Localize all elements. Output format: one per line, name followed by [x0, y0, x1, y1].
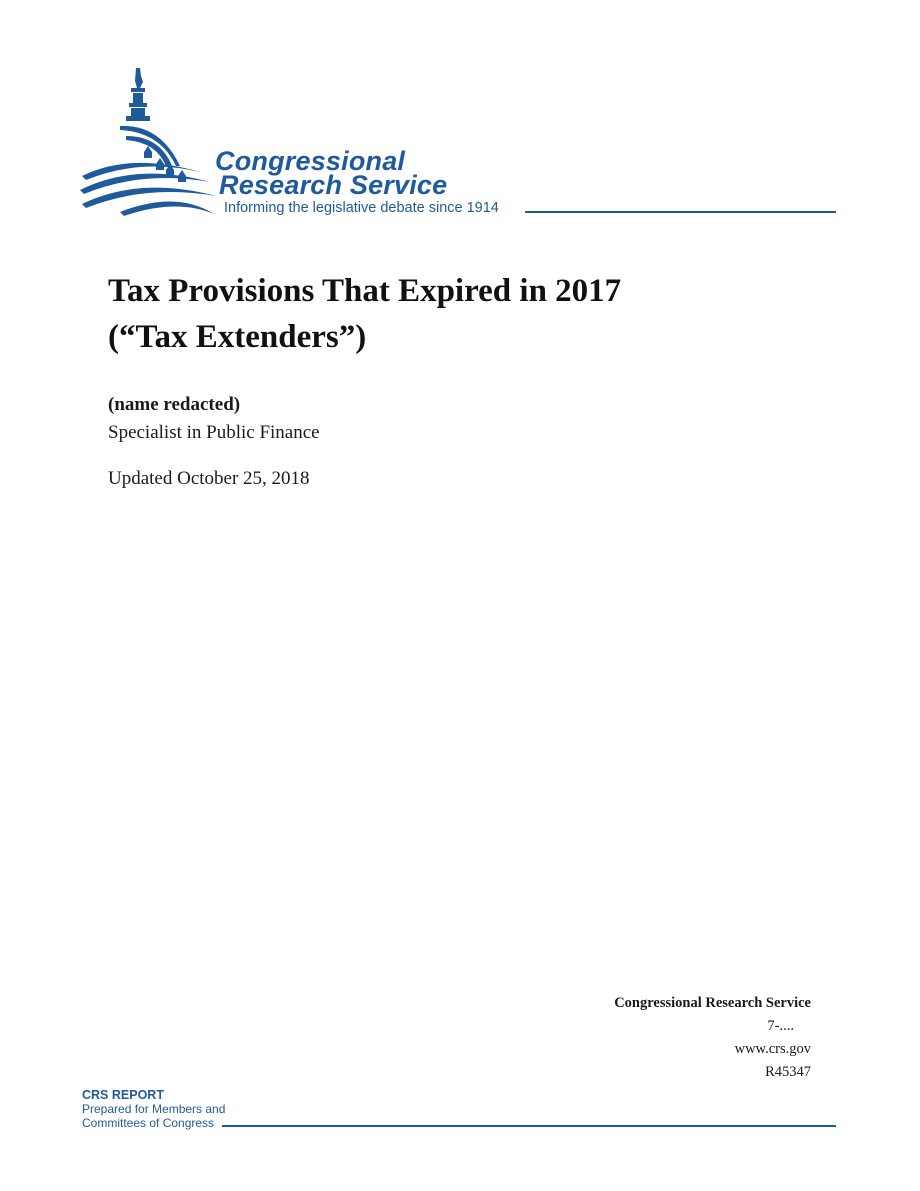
report-title-line1: Tax Provisions That Expired in 2017: [108, 273, 622, 309]
footer-line2: Committees of Congress: [82, 1116, 215, 1130]
logo-line-congressional: Congressional: [215, 146, 406, 176]
report-title: [108, 268, 808, 360]
crs-website-link[interactable]: www.crs.gov: [734, 1041, 811, 1057]
crs-info-block: [614, 992, 811, 1084]
report-number: R45347: [765, 1064, 811, 1080]
author-title: Specialist in Public Finance: [108, 422, 320, 443]
author-name: (name redacted): [108, 394, 241, 415]
footer-label: [82, 1088, 225, 1130]
footer-line1: Prepared for Members and: [82, 1102, 226, 1116]
footer-title: CRS REPORT: [82, 1088, 164, 1102]
capitol-dome-icon: [80, 66, 220, 218]
updated-date: Updated October 25, 2018: [108, 468, 310, 489]
footer-divider: [222, 1125, 836, 1127]
crs-phone: 7-....: [767, 1018, 794, 1034]
crs-organization: Congressional Research Service: [614, 995, 811, 1011]
logo-tagline: Informing the legislative debate since 1914: [224, 200, 499, 216]
header-divider: [525, 211, 836, 213]
logo-line-research-service: Research Service: [219, 170, 448, 200]
report-title-line2: (“Tax Extenders”): [108, 319, 367, 355]
